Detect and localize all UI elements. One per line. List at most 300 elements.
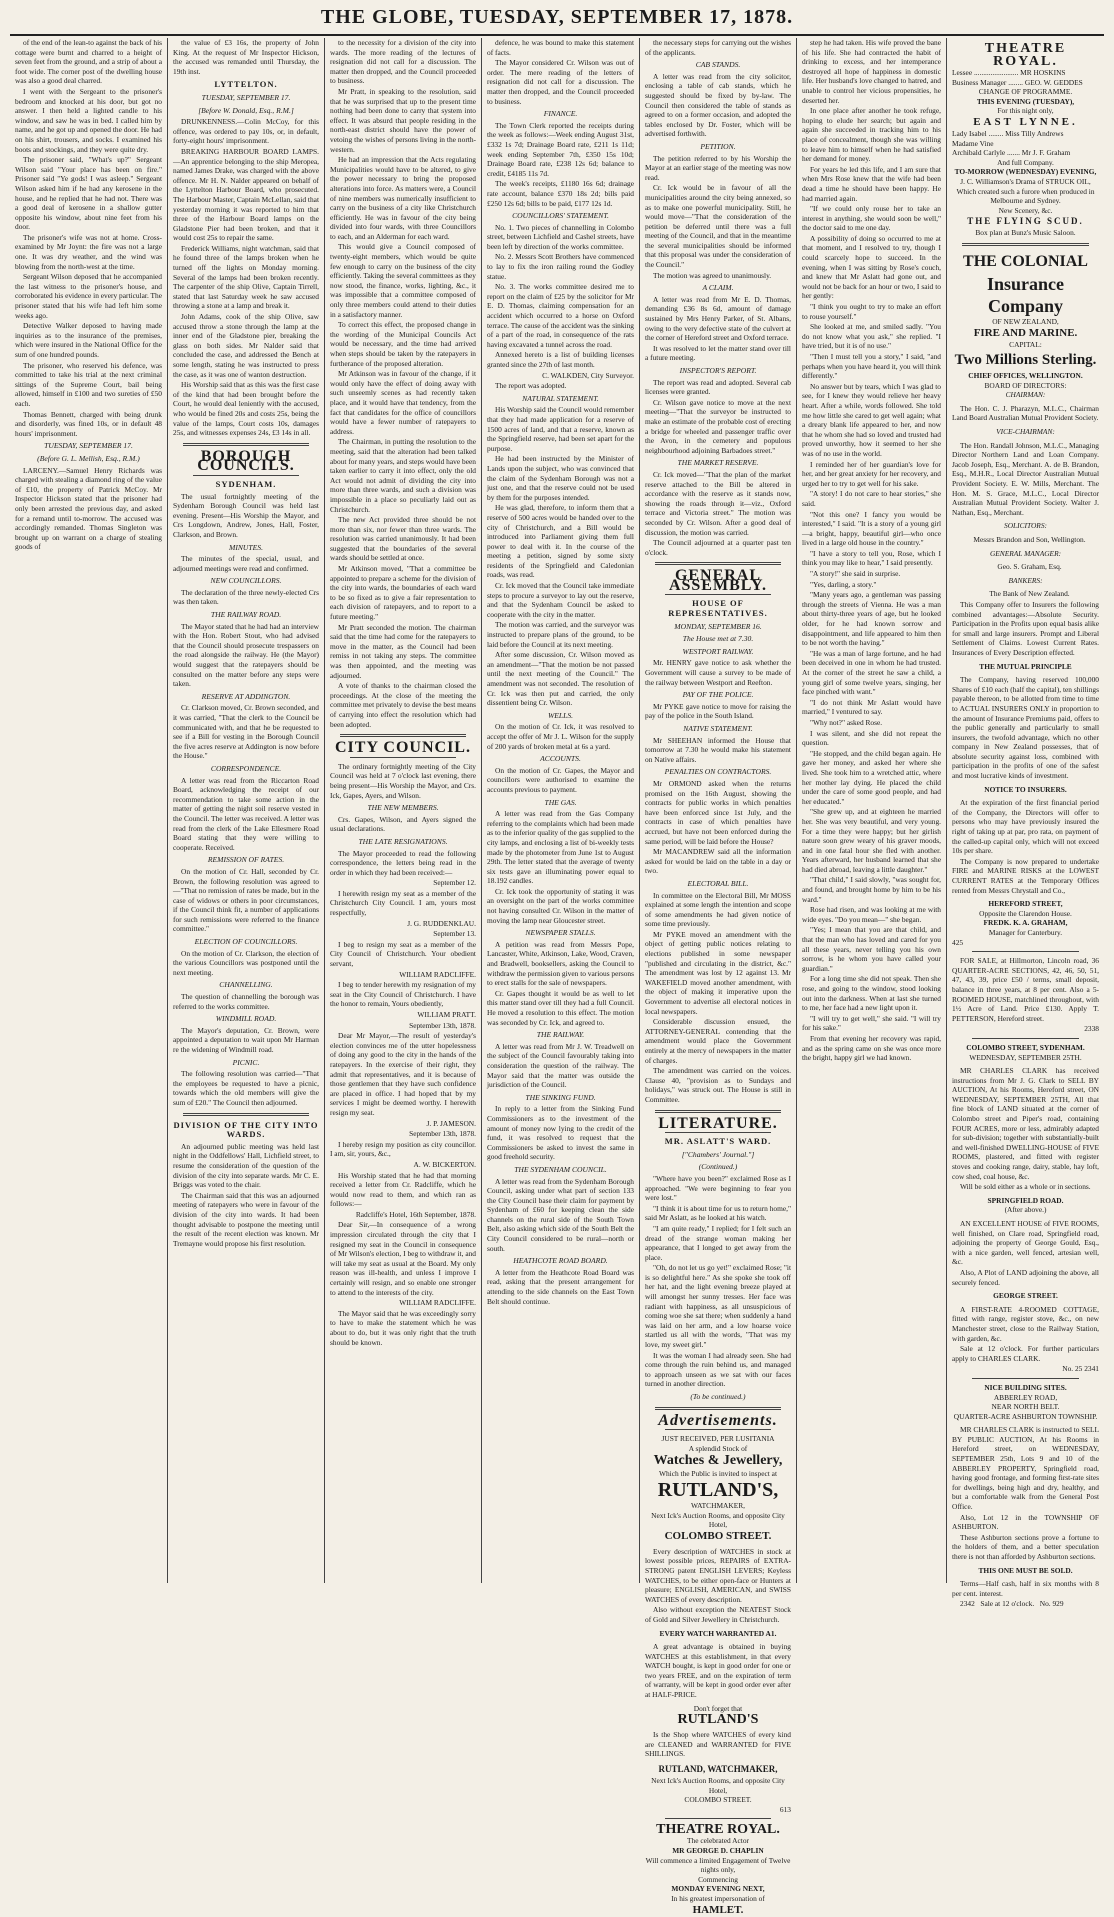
ad-line: SOLICITORS: <box>1004 521 1047 531</box>
ad-line: For this night only, <box>997 106 1054 116</box>
paragraph: Thomas Bennett, charged with being drunk and disorderly, was fined 10s, or in default 48 hours' imprisonment. <box>15 409 162 438</box>
column-4 <box>482 38 640 1583</box>
paragraph: Cr. Clarkson moved, Cr. Brown seconded, and it was carried, "That the clerk to the Council be communicated with, and that he be requested to see if a Bill for vesting in the Borough Council the five acres reserve at Addington is now before the House." <box>173 703 319 761</box>
story-title: MR. ASLATT'S WARD. <box>664 1136 772 1147</box>
ad-line: Madame Vine <box>952 138 994 148</box>
paragraph: The Hon. C. J. Pharazyn, M.L.C., Chairman Land Board Australian Mutual Provident Society. <box>952 403 1099 423</box>
ad-line: Manager for Canterbury. <box>988 927 1063 937</box>
ad-line: CHAIRMAN: <box>1005 390 1046 400</box>
paragraph: "She grew up, and at eighteen he married her. She was very beautiful, and very young. For a time they were happy; but her girlish nature soon grew weary of his graver moods, and in one fatal hour she fled with another. Years afterward, her husband learned that she had died abroad, leaving a little daughter." <box>802 807 941 874</box>
paragraph: Dear Sir,—In consequence of a wrong impression circulated through the city that I resigned my seat in the Council in consequence of Mr Wilson's election, I beg to withdraw it, and will take my seat as usual at the Board. My only reason was ill-health, and unless I improve I certainly will resign, and so enable one stronger to attend to the interests of the city. <box>330 1220 476 1297</box>
ad-line: New Scenery, &c. <box>998 205 1053 215</box>
paragraph: "I will try to get well," she said. "I will try for his sake." <box>802 1013 941 1033</box>
paragraph: "A story!" she said in surprise. <box>810 569 901 579</box>
subheading: CHANNELLING. <box>219 980 273 990</box>
paragraph: The Hon. Randall Johnson, M.L.C., Managing Director Northern Land and Loan Company. Jacob Joseph, Esq., Merchant. A. de B. Brandon, Esq., M.H.R., Local Director Australian Mutual Provident Society. E. W. Mills, Merchant. The Hon. M. S. Grace, M.L.C., Local Director Australian Mutual Provident Society. Walter J. Nathan, Esq., Merchant. <box>952 440 1099 517</box>
paragraph: After some discussion, Cr. Wilson moved as an amendment—"That the motion be not passed until the next meeting of the Council." The amendment was not seconded. The resolution of Cr. Ick was then put and carried, the only dissentient being Cr. Wilson. <box>487 650 634 708</box>
paragraph: The petition referred to by his Worship the Mayor at an earlier stage of the meeting was now read. <box>645 153 791 182</box>
ad-line: NICE BUILDING SITES. <box>984 1382 1067 1392</box>
ad-block <box>645 1704 791 1727</box>
subheading: WESTPORT RAILWAY. <box>682 646 754 656</box>
paragraph: BREAKING HARBOUR BOARD LAMPS.—An apprentice belonging to the ship Meropea, named James Drake, was charged with the above offence. Mr H. N. Nalder appeared on behalf of the Lyttelton Harbour Board, who prosecuted. The Harbour Master, Captain McLellan, said that yesterday morning it was reported to him that three of the Harbour Board lamps on the Gladstone Pier had been broken, and that it would cost 25s to repair the same. <box>173 146 319 243</box>
paragraph: The Bank of New Zealand. <box>989 589 1070 599</box>
subheading: HEATHCOTE ROAD BOARD. <box>513 1256 608 1266</box>
paragraph: FOR SALE, at Hillmorton, Lincoln road, 36 QUARTER-ACRE SECTIONS, 42, 46, 50, 51, 47, 43, 39, price £50 / terms, small deposit, balance in three years, at 8 per cent. Also a 5-ROOMED HOUSE, matchlined throughout, with 1½ Acre of Land. Price £130. Apply T. PETTERSON, Hereford street. <box>952 956 1099 1023</box>
paragraph: A great advantage is obtained in buying WATCHES at this establishment, in that every WATCH bought, is kept in good order for one or two years FREE, and on the expiration of term of warranty, will be kept in good order ever after at HALF-PRICE. <box>645 1642 791 1700</box>
ad-line: Commencing <box>698 1874 738 1884</box>
subheading: THE NEW MEMBERS. <box>367 803 439 813</box>
subheading: WINDMILL ROAD. <box>215 1014 277 1024</box>
ad-line: And full Company. <box>997 157 1054 167</box>
letter-signature: WILLIAM RADCLIFFE. <box>399 969 476 979</box>
story-continued: (Continued.) <box>698 1162 738 1172</box>
paragraph: Sale at 12 o'clock. For further particulars apply to CHARLES CLARK. <box>952 1344 1099 1363</box>
subheading: A CLAIM. <box>702 283 734 293</box>
ad-line: GEORGE STREET. <box>993 1291 1058 1301</box>
ad-line: Business Manager ........ GEO. W. GEDDES <box>952 77 1083 87</box>
paragraph: I herewith resign my seat as a member of the Christchurch City Council. I am, yours most respectfully, <box>330 888 476 918</box>
paragraph: "Not this one? I fancy you would be interested," I said. "It is a story of a young girl—a bright, happy, beautiful girl—who once lived in a large old house in the country." <box>802 509 941 548</box>
paragraph: The Chairman, in putting the resolution to the meeting, said that the alteration had been talked about for many years, and steps would have been taken earlier to carry it into effect, only the old Act would not admit of dividing the city into more than three wards, and such a division was impossible in a place so peculiarly laid out as Christchurch. <box>330 437 476 514</box>
paragraph: The Company is now prepared to undertake FIRE and MARINE RISKS at the LOWEST CURRENT RATES at the Temporary Offices rented from Messrs Chrystall and Co., <box>952 856 1099 895</box>
paragraph: "I think you ought to try to make an effort to rouse yourself." <box>802 302 941 321</box>
paragraph: No answer but by tears, which I was glad to see, for I knew they would relieve her heavy heart. After a while, words followed. She told me how little she cared to get well again; what a dreary blank life appeared to her, and now that he whom she had so loved and trusted had proved unworthy, how it seemed to her she was of no use in the world. <box>802 381 941 458</box>
divider <box>972 1378 1079 1379</box>
subheading: PETITION. <box>700 141 736 151</box>
ad-line: CHIEF OFFICES, WELLINGTON. <box>968 371 1083 381</box>
ad-line: A splendid Stock of <box>688 1443 748 1453</box>
subheading: THE RAILWAY. <box>536 1030 585 1040</box>
ad-line: Archibald Carlyle ....... Mr J. F. Graham <box>952 148 1071 158</box>
subheading: PICNIC. <box>232 1057 260 1067</box>
paragraph: At the expiration of the first financial period of the Company, the Directors will offer to persons who may have previously insured the right of taking up at par, pro rata, on payment of the called-up capital only, which will not exceed 10s per share. <box>952 798 1099 856</box>
paragraph: On the motion of Cr. Clarkson, the election of the various Councillors was postponed until the next meeting. <box>173 948 319 977</box>
paragraph: Mr Pratt seconded the motion. The chairman said that the time had come for the ratepayers to move in the matter, as the Council had been remiss in not taking any steps. The committee was then appointed, and the meeting was adjourned. <box>330 622 476 680</box>
paragraph: "I am quite ready," I replied; for I felt such an dread of the strange woman making her appearance, that I longed to get away from the place. <box>645 1223 791 1262</box>
subheading: CAB STANDS. <box>695 60 741 70</box>
ad-line: EAST LYNNE. <box>973 115 1078 128</box>
divider <box>972 1038 1079 1039</box>
ad-block <box>645 1763 791 1814</box>
divider <box>665 1429 771 1430</box>
section-heading: HOUSE OF REPRESENTATIVES. <box>668 598 768 619</box>
paragraph: Also, A Plot of LAND adjoining the above, all securely fenced. <box>952 1267 1099 1287</box>
paragraph: Sergeant Wilson deposed that he accompanied the last witness to the prisoner's house, and corroborated his evidence in every particular. The prisoner stated that his wife had left him some weeks ago. <box>15 272 162 320</box>
paragraph: Dear Mr Mayor,—The result of yesterday's election convinces me of the utter hopelessness of doing any good to the city in the hands of the ratepayers. In the exercise of their right, they admit that representatives, and it is because of those gentlemen that they have such confidence are placed in office. I had hoped that by my services I might be deemed worthy. I herewith resign my seat. <box>330 1031 476 1117</box>
ad-line: THIS ONE MUST BE SOLD. <box>978 1565 1073 1575</box>
subheading: REMISSION OF RATES. <box>207 855 285 865</box>
ad-block <box>952 662 1099 672</box>
letter-signature: WILLIAM RADCLIFFE. <box>399 1298 476 1308</box>
paragraph: The minutes of the special, usual, and adjourned meetings were read and confirmed. <box>173 554 319 573</box>
section-date: TUESDAY, SEPTEMBER 17. <box>44 441 133 451</box>
paragraph: Mr MACANDREW said all the information asked for would be laid on the table in a day or two. <box>645 847 791 876</box>
paragraph: A letter was read from Mr J. W. Treadwell on the subject of the Council favourably taking into consideration the question of the railway. The Mayor said that the matter was outside the jurisdiction of the Council. <box>487 1041 634 1090</box>
paragraph: The Mayor stated that he had had an interview with the Hon. Robert Stout, who had advised that the Council should prosecute trespassers on the road alongside the railway. He (the Mayor) would suggest that the ratepayers should be consulted on the matter before any steps were taken. <box>173 621 319 689</box>
ad-line: CAPITAL: <box>1009 339 1042 349</box>
article-title: LITERATURE. <box>658 1114 778 1132</box>
paragraph: Cr. Ick would be in favour of all the municipalities around the city being annexed, so as to make one powerful municipality. Still, he would move—"That the consideration of the petition be deferred until there was a full meeting of the Council, and that in the meantime the several municipalities should be informed that this proposal was under the consideration of the Council." <box>645 183 791 270</box>
ad-line: EVERY WATCH WARRANTED A1. <box>659 1628 777 1638</box>
ad-block <box>952 427 1099 437</box>
paragraph: Terms—Half cash, half in six months with 8 per cent. interest. <box>952 1579 1099 1598</box>
paragraph: On the motion of Cr. Ick, it was resolved to accept the offer of Mr J. L. Wilson for the supply of 200 yards of broken metal at 6s a yard. <box>487 722 634 751</box>
masthead-rule <box>10 34 1104 36</box>
paragraph: "Then I must tell you a story," I said, "and perhaps when you have heard it, you will think differently." <box>802 352 941 381</box>
letter-date: September 12. <box>433 878 476 888</box>
ad-line: Opposite the Clarendon House. <box>979 908 1072 918</box>
letter-signature: J. P. JAMESON. <box>426 1118 476 1128</box>
paragraph: Also without exception the NEATEST Stock of Gold and Silver Jewellery in Christchurch. <box>645 1605 791 1624</box>
subheading: INSPECTOR'S REPORT. <box>679 366 757 375</box>
paragraph: DRUNKENNESS.—Colin McCoy, for this offence, was ordered to pay 10s, or, in default, forty-eight hours' imprisonment. <box>173 117 319 146</box>
section-heading: SYDENHAM. <box>215 478 277 489</box>
paragraph: Cr. Ick took the opportunity of stating it was an oversight on the part of the works committee not having consulted Cr. Wilson in the matter of moving the lamp near Gloucester street. <box>487 886 634 925</box>
colonial-insurance-advert <box>952 251 1099 400</box>
paragraph: Cr. Ick moved that the Council take immediate steps to procure a surveyor to lay out the reserve, and that the Sydenham Council be asked to cooperate with the city in the matter. <box>487 581 634 619</box>
ad-line: Lady Isabel ........ Miss Tilly Andrews <box>952 128 1064 138</box>
ad-line: Next Ick's Auction Rooms, and opposite City Hotel, <box>651 1510 785 1530</box>
paragraph: The prisoner, who reserved his defence, was committed to take his trial at the next criminal sittings of the Supreme Court, bail being allowed, himself in £100 and two sureties of £50 each. <box>15 360 162 408</box>
section-date: TUESDAY, SEPTEMBER 17. <box>201 92 291 102</box>
ad-line: WATCHMAKER, <box>691 1500 745 1510</box>
ad-brand: RUTLAND'S, <box>657 1478 779 1501</box>
ad-line: Which created such a furore when produced in Melbourne and Sydney. <box>956 186 1095 206</box>
subheading: COUNCILLORS' STATEMENT. <box>512 211 609 221</box>
paragraph: The prisoner said, "What's up?" Sergeant Wilson said "Your place has been on fire." Prisoner said "Ye gods! I was asleep." Sergeant Wilson asked him if he had any kerosene in the house, and he replied that he had not. There was a good deal of kerosene in a shallow gutter opposite his window, about nine feet from his door. <box>15 155 162 232</box>
paragraph: "Many years ago, a gentleman was passing through the streets of Vienna. He was a man about thirty-three years of age, but he looked older, for he had known sorrow and disappointment, and life appeared to him then to be not worth the having." <box>802 590 941 648</box>
subheading: PENALTIES ON CONTRACTORS. <box>664 767 772 777</box>
paragraph: "If we could only rouse her to take an interest in anything, she would soon be well," the doctor said to me one day. <box>802 204 941 233</box>
ad-block <box>952 549 1099 559</box>
paragraph: of the end of the lean-to against the back of his cottage were burnt and charred to a height of seven feet from the ground, and a strip of about a foot wide. The corner post of the dwelling house was also a good deal charred. <box>15 38 162 86</box>
paragraph: The declaration of the three newly-elected Crs was then taken. <box>173 587 319 607</box>
paragraph: step he had taken. His wife proved the bane of his life. She had contracted the habit of drinking to excess, and her intemperance destroyed all hope of happiness in domestic life. Her husband's love changed to hatred, and unable to control her vicious propensities, he deserted her. <box>802 38 941 105</box>
ad-block <box>952 1383 1099 1421</box>
ad-line: FIRE AND MARINE. <box>973 326 1078 339</box>
paragraph: LARCENY.—Samuel Henry Richards was charged with stealing a diamond ring of the value of £10, the property of Patrick McCoy. Mr Inspector Hickson stated that the prisoner had only been arrested the previous day, and asked for a remand until to-morrow. The accused was accordingly remanded. Thomas Singleton was brought up on warrant on a charge of stealing goods of <box>15 465 162 552</box>
ad-block <box>952 1196 1099 1215</box>
ad-line: Lessee ........................ MR HOSKINS <box>952 68 1066 77</box>
ad-line: VICE-CHAIRMAN: <box>996 427 1055 437</box>
columns <box>10 38 1104 1916</box>
paragraph: I went with the Sergeant to the prisoner's bedroom and knocked at his door, but got no answer. I then held a lighted candle to his window, and saw he was in bed. I called him by name, and he got up and opened the door. He had on his shirt, trousers, and socks. I examined his boots and stockings, and they were quite dry. <box>15 86 162 154</box>
paragraph: In one place after another he took refuge, hoping to elude her search; but again and again she succeeded in tracking him to his place of concealment, though she was willing to leave him to himself when he had satisfied her demand for money. <box>802 106 941 164</box>
paragraph: The amendment was carried on the voices. Clause 40, "provision as to Sundays and holidays," was struck out. The House is still in Committee. <box>645 1066 791 1104</box>
ad-line: THE MUTUAL PRINCIPLE <box>979 661 1072 671</box>
paragraph: "He stopped, and the child began again. He gave her money, and asked her where she lived. She took him to a wretched attic, where her mother lay dying. He placed the child under the care of some good people, and had her educated." <box>802 748 941 806</box>
paragraph: "Oh, do not let us go yet!" exclaimed Rose; "it is so delightful here." As she spoke she took off her hat, and the light evening breeze played at will amongst her sunny tresses. Her face was radiant with happiness, as all unsuspicious of coming woe she sat there; when suddenly a hand was laid on her arm, and a low hoarse voice startled us all with the words, "That was my love, my sweet girl." <box>645 1263 791 1350</box>
paragraph: The Mayor considered Cr. Wilson was out of order. The mere reading of the letters of resignation did not call for a discussion. The matter then dropped, and the Council proceeded to business. <box>487 58 634 106</box>
paragraph: The Council adjourned at a quarter past ten o'clock. <box>645 538 791 557</box>
paragraph: John Adams, cook of the ship Olive, saw accused throw a stone through the lamp at the inner end of the Gladstone pier, breaking the glass on both sides. Mr Nalder said that concluded the case, and addressed the Bench at some length, stating he was instructed to press the case, as it was one of wanton destruction. <box>173 312 319 379</box>
paragraph: On the motion of Cr. Gapes, the Mayor and councillors were authorised to examine the accounts previous to payment. <box>487 765 634 794</box>
paragraph: In reply to a letter from the Sinking Fund Commissioners as to the investment of the amount of money now lying to the credit of the fund, it was resolved to request that the Commissioners be asked to invest the same in good freehold security. <box>487 1104 634 1162</box>
paragraph: "That child," I said slowly, "was sought for, and found, and brought home by him to be his ward." <box>802 875 941 904</box>
divider <box>972 951 1079 952</box>
paragraph: "A story! I do not care to hear stories," she said. <box>802 489 941 508</box>
paragraph: Will be sold either as a whole or in sections. <box>960 1182 1091 1192</box>
ad-number: No. 929 <box>1039 1599 1064 1609</box>
article-title: GENERAL ASSEMBLY. <box>668 567 768 594</box>
paragraph: Frederick Williams, night watchman, said that he found three of the lamps broken when he turned off the lights on Monday morning. Several of the lamps had been broken recently. The carpenter of the ship Olive, Captain Tirrell, stated that last Saturday week he saw accused throwing a stone at a lamp and break it. <box>173 243 319 311</box>
masthead: THE GLOBE, TUESDAY, SEPTEMBER 17, 1878. <box>320 6 794 28</box>
ad-block <box>952 785 1099 795</box>
paragraph: Crs. Gapes, Wilson, and Ayers signed the usual declarations. <box>330 814 476 834</box>
paragraph: The Mayor proceeded to read the following correspondence, the letters being read in the order in which they had been received:— <box>330 848 476 877</box>
paragraph: For years he led this life, and I am sure that when Mrs Rose knew that the wife had been dead a time he should have been happy. He had married again. <box>802 164 941 203</box>
paragraph: Mr PYKE gave notice to move for raising the pay of the police in the South Island. <box>645 701 791 721</box>
paragraph: to the necessity for a division of the city into wards. The more reading of the lectures of resignation did not call for a discussion. The matter then dropped, and the Council proceeded to business. <box>330 38 476 86</box>
story-source: ["Chambers' Journal."] <box>681 1149 755 1159</box>
section-subhead: [Before W. Donald, Esq., R.M.] <box>198 105 294 115</box>
paragraph: Also, Lot 12 in the TOWNSHIP OF ASHBURTON. <box>952 1512 1099 1532</box>
ad-number: 613 <box>779 1804 791 1814</box>
paragraph: The motion was carried, and the surveyor was instructed to prepare plans of the ground, to be laid before the Council at its next meeting. <box>487 620 634 649</box>
subheading: THE SYDENHAM COUNCIL. <box>514 1164 607 1174</box>
subheading: NATIVE STATEMENT. <box>683 724 753 733</box>
divider <box>665 1818 771 1819</box>
ad-line: MONDAY EVENING NEXT, <box>671 1884 765 1894</box>
ad-headline: THEATRE ROYAL. <box>984 41 1067 69</box>
paragraph: His Worship said the Council would remember that they had made application for a reserve of 1500 acres of land, and that a reserve, known as the Springfield reserve, had been set apart for the purpose. <box>487 405 634 453</box>
paragraph: The Company, having reserved 100,000 Shares of £10 each (half the capital), ten shillings payable thereon, to be allotted from time to time to ACTUAL INSURERS ONLY in proportion to the amount of Insurance Premiums paid, offers to the public generally and particularly to small insurers, the twofold advantage, which no other company in New Zealand possesses, that of absolute security against loss, combined with participation in the profits of one of the safest and most lucrative kinds of investment. <box>952 675 1099 781</box>
ad-number: No. 25 2341 <box>1062 1364 1099 1374</box>
ad-block <box>952 899 1099 947</box>
subheading: THE RAILWAY ROAD. <box>210 610 282 620</box>
ad-line: NOTICE TO INSURERS. <box>984 784 1067 794</box>
ad-line: WEDNESDAY, SEPTEMBER 25TH. <box>969 1052 1082 1062</box>
paragraph: The following resolution was carried—"That the employees be requested to have a picnic, towards which the old members will give the sum of £20." The Council then adjourned. <box>173 1069 319 1107</box>
paragraph: These Ashburton sections prove a fortune to the holders of them, and a better speculation there is not than afforded by Ashburton sections. <box>952 1532 1099 1561</box>
paragraph: The Mayor's deputation, Cr. Brown, were appointed a deputation to wait upon Mr Harman re the widening of Windmill road. <box>173 1025 319 1054</box>
paragraph: The new Act provided three should be not more than six, nor fewer than three wards. The resolution was carried unanimously. It had been suggested that the boundaries of the several wards should be settled at once. <box>330 515 476 563</box>
rutland-advert <box>645 1434 791 1543</box>
divider <box>183 1113 309 1116</box>
subheading: CORRESPONDENCE. <box>210 763 282 773</box>
divider <box>665 1132 771 1133</box>
paragraph: A vote of thanks to the chairman closed the proceedings. At the close of the meeting the committee met privately to devise the best means of carrying into effect the resolution which had been adopted. <box>330 681 476 729</box>
section-heading: LYTTELTON. <box>214 79 278 90</box>
article-title: BOROUGH COUNCILS. <box>197 447 295 475</box>
subheading: ACCOUNTS. <box>540 754 581 764</box>
paragraph: Cr. Wilson gave notice to move at the next meeting—"That the surveyor be instructed to make an estimate of the probable cost of erecting a bridge for wheeled and passenger traffic over the Avon, in the cemetery and populous neighbourhood adjoining Barbadoes street." <box>645 397 791 455</box>
section-subhead: The House met at 7.30. <box>682 634 754 644</box>
paragraph: His Worship stated that he had that morning received a letter from Cr. Radcliffe, which he would now read to them, and which ran as follows:— <box>330 1170 476 1209</box>
signature: C. WALKDEN, City Surveyor. <box>542 370 634 380</box>
column-5 <box>640 38 797 1916</box>
paragraph: An adjourned public meeting was held last night in the Oddfellows' Hall, Lichfield street, to resume the consideration of the question of the division of the city into separate wards. Mr C. E. Briggs was voted to the chair. <box>173 1141 319 1190</box>
ad-line: OF NEW ZEALAND, <box>992 316 1059 326</box>
paragraph: The motion was agreed to unanimously. <box>653 270 772 280</box>
subheading: THE MARKET RESERVE. <box>677 458 759 468</box>
paragraph: It was the woman I had already seen. She had come through the ruin behind us, and managed to approach unseen as we sat with our faces turned in another direction. <box>645 1350 791 1389</box>
ad-line: THE FLYING SCUD. <box>967 216 1084 227</box>
paragraph: It was resolved to let the matter stand over till a future meeting. <box>645 343 791 363</box>
ad-line: COLOMBO STREET, SYDENHAM. <box>966 1042 1085 1052</box>
ad-block <box>952 1291 1099 1301</box>
paragraph: He had an impression that the Acts regulating Municipalities would have to be altered, to give the power necessary to bring the proposed alterations into force. As matters were, a Council of nine members was numerically insufficient to carry on the business of a city like Christchurch efficiently. He was in favour of the city being divided into four wards, with three Councillors to each, and an Alderman for each ward. <box>330 155 476 241</box>
ad-line: TO-MORROW (WEDNESDAY) EVENING, <box>954 167 1097 177</box>
ad-number: 2342 <box>960 1599 975 1609</box>
ad-block <box>952 521 1099 531</box>
ad-headline: THEATRE ROYAL. <box>656 1822 780 1838</box>
paragraph: The prisoner's wife was not at home. Cross-examined by Mr Joynt: the fire was not a large one. It was dry weather, and the wind was blowing from the north-west at the time. <box>15 232 162 271</box>
subheading: ELECTORAL BILL. <box>687 878 749 888</box>
subheading: THE SINKING FUND. <box>525 1092 596 1102</box>
paragraph: He was glad, therefore, to inform them that a reserve of 500 acres would be handed over to the city of Christchurch, and a Bill would be introduced into Parliament giving them full power to deal with it. In the course of the meeting a petition, signed by some sixty residents of the Springfield and Caledonian roads, was read. <box>487 503 634 580</box>
ad-line: (After above.) <box>1004 1205 1047 1215</box>
paragraph: "Where have you been?" exclaimed Rose as I approached. "We were beginning to fear you were lost." <box>645 1173 791 1203</box>
paragraph: His Worship said that as this was the first case of the kind that had been brought before the Court, he would deal leniently with the accused, who would be fined 20s and costs 25s, being the value of the lamps, Court costs 10s, damages 25s, and witnesses expenses 24s, £3 14s in all. <box>173 380 319 438</box>
subheading: NATURAL STATEMENT. <box>522 393 599 403</box>
ad-line: J. C. Williamson's Drama of STRUCK OIL, <box>960 176 1091 186</box>
subheading: MINUTES. <box>229 542 263 552</box>
ad-line: Next Ick's Auction Rooms, and opposite City Hotel, <box>651 1776 785 1795</box>
paragraph: The report was adopted. <box>495 381 567 391</box>
paragraph: AN EXCELLENT HOUSE of FIVE ROOMS, well finished, on Clare road, Springfield road, adjoining the property of George Gould, Esq., with a nice garden, well fenced, artesian well, &c. <box>952 1219 1099 1267</box>
paragraph: Mr Atkinson was in favour of the change, if it would only have the effect of doing away with such unseemly scenes as had recently taken place, and it would have that tendency, from the fact that candidates for the office of councillors would have a fewer number of ratepayers to address. <box>330 369 476 436</box>
ad-block <box>645 1629 791 1639</box>
paragraph: The Chairman said that this was an adjourned meeting of ratepayers who were in favour of the division of the city into wards. It had been thought advisable to postpone the meeting until the result of the recent election was known. Mr Tremayne would propose his first resolution. <box>173 1190 319 1248</box>
ad-line: COLOMBO STREET. <box>664 1529 772 1542</box>
letter-date: September 13th, 1878. <box>409 1129 476 1139</box>
paragraph: "I have a story to tell you, Rose, which I think you may like to hear," I said presently. <box>802 548 941 568</box>
paragraph: Mr SHEEHAN informed the House that tomorrow at 7.30 he would make his statement on Native affairs. <box>645 735 791 764</box>
ad-line: JUST RECEIVED, PER LUSITANIA <box>661 1434 775 1444</box>
paragraph: The question of channelling the borough was referred to the works committee. <box>173 992 319 1011</box>
ad-line: In his greatest impersonation of <box>671 1893 765 1903</box>
ad-line: COLOMBO STREET. <box>684 1795 752 1805</box>
paragraph: I beg to tender herewith my resignation of my seat in the City Council of Christchurch. I have the honor to remain, Yours obediently, <box>330 980 476 1009</box>
ad-line: HEREFORD STREET, <box>988 899 1063 909</box>
divider <box>350 757 456 758</box>
ad-line: BOARD OF DIRECTORS: <box>984 380 1067 390</box>
paragraph: A letter was read from the Gas Company referring to the complaints which had been made as to the inferior quality of the gas supplied to the city lamps, and enclosing a list of bi-weekly tests made by the photometer from June 1st to August 29th. The letter stated that the average of twenty six tests gave an illuminating power equal to 18.192 candles. <box>487 809 634 886</box>
article-title: CITY COUNCIL. <box>335 739 471 757</box>
paragraph: Mr. HENRY gave notice to ask whether the Government will cause a survey to be made of the railway between Westport and Reefton. <box>645 658 791 687</box>
ad-line: The celebrated Actor <box>687 1836 749 1846</box>
divider <box>655 1407 781 1410</box>
paragraph: Messrs Brandon and Son, Wellington. <box>973 535 1086 544</box>
paragraph: MR CHARLES CLARK has received instructions from Mr J. G. Clark to SELL BY AUCTION, At his Rooms, Hereford street, ON WEDNESDAY, SEPTEMBER 25TH, All that fine block of LAND situated at the corner of Colombo street and Piper's road, containing FOUR ACRES, more or less, admirably adapted for sub-division; together with substantially-built and well-finished DWELLING-HOUSE of FIVE ROOMS, plastered, and fitted with register stoves and cooking range, dairy, stable, hay loft, cow shed, coal house, &c. <box>952 1066 1099 1181</box>
ad-line: SPRINGFIELD ROAD. <box>987 1195 1064 1205</box>
paragraph: Is the Shop where WATCHES of every kind are CLEANED and WARRANTED for FIVE SHILLINGS. <box>645 1730 791 1759</box>
theatre-royal-advert <box>645 1823 791 1916</box>
paragraph: This Company offer to Insurers the following combined advantages:—Absolute Security. Participation in the Profits upon equal basis alike for small and large insurers. Prompt and Liberal Settlement of Claims. Lowest Current Rates. Insurances of Every Description effected. <box>952 599 1099 657</box>
paragraph: "Yes, darling, a story." <box>810 579 877 589</box>
paragraph: MR CHARLES CLARK is instructed to SELL BY PUBLIC AUCTION, At his Rooms in Hereford street, on WEDNESDAY, SEPTEMBER 25th, Lots 9 and 10 of the ABBERLEY PROPERTY, Springfield road, having good frontage, and forming first-rate sites for dwellings, being high and dry, healthy, and but a comfortable walk from the General Post Office. <box>952 1425 1099 1512</box>
ad-line: GENERAL MANAGER: <box>989 548 1062 558</box>
ad-line: THIS EVENING (TUESDAY), <box>976 96 1075 106</box>
paragraph: On the motion of Cr. Hall, seconded by Cr. Brown, the following resolution was agreed to—"That no remission of rates be made, but in the case of widows or others in poor circumstances, if the Council think fit, a number of applications for such remissions were referred to the finance committee." <box>173 866 319 934</box>
paragraph: "Yes; I mean that you are that child, and that the man who has loved and cared for you all these years, never telling you his own sorrow, is he whom you have called your guardian." <box>802 925 941 973</box>
paragraph: Geo. S. Graham, Esq. <box>997 562 1062 572</box>
paragraph: Rose had risen, and was looking at me with wide eyes. "Do you mean—" she began. <box>802 905 941 924</box>
paragraph: He had been instructed by the Minister of Lands upon the subject, who was convinced that the claim of the Sydenham Borough was not a just one, and that the reserve could not be used by them for the purposes intended. <box>487 454 634 502</box>
ad-line: RUTLAND, WATCHMAKER, <box>658 1764 778 1775</box>
divider <box>183 443 309 446</box>
ad-line: HAMLET. <box>692 1903 744 1916</box>
paragraph: I hereby resign my position as city councillor. I am, sir, yours, &c., <box>330 1139 476 1159</box>
paragraph: Considerable discussion ensued, the ATTORNEY-GENERAL contending that the amendment would place the Government entirely at the mercy of newspapers in the matter of charges. <box>645 1017 791 1065</box>
to-be-continued: (To be continued.) <box>690 1392 746 1401</box>
subheading: FINANCE. <box>543 109 578 119</box>
column-3 <box>325 38 482 1583</box>
paragraph: Every description of WATCHES in stock at lowest possible prices, REPAIRS of EXTRA-STRONG patent ENGLISH LEVERS; Keyless WATCHES, to be either open-face or Hunters at pleasure; ENGLISH, AMERICAN, and SWISS WATCHES of every description. <box>645 1546 791 1604</box>
paragraph: Detective Walker deposed to having made inquiries as to the insurance of the premises, which were insured in the National Office for the sum of one hundred pounds. <box>15 321 162 359</box>
paragraph: Mr PYKE moved an amendment with the object of getting public notices relating to elections published in some newspaper "published and circulating in the district, &c." The amendment was lost by 12 against 13. Mr WAKEFIELD moved another amendment, with the object of making it imperative upon the Government to advertise all electoral notices in local newspapers. <box>645 929 791 1016</box>
ad-block <box>952 1566 1099 1576</box>
ad-line: FREDK. K. A. GRAHAM, <box>983 918 1068 928</box>
column-2 <box>168 38 325 1583</box>
ad-headline: THE COLONIAL <box>963 252 1088 270</box>
column-6 <box>797 38 947 1583</box>
letter-date: September 13. <box>433 929 476 939</box>
ad-headline: Insurance Company <box>986 273 1064 316</box>
paragraph: "I think it is about time for us to return home," said Mr Aslatt, as he looked at his watch. <box>645 1203 791 1223</box>
paragraph: No. 1. Two pieces of channelling in Colombo street, between Lichfield and Cashel streets, have been left by direction of the works committee. <box>487 222 634 251</box>
paragraph: The usual fortnightly meeting of the Sydenham Borough Council was held last evening. Present—His Worship the Mayor, and Crs Longdown, Andrew, Jones, Hall, Foster, Clarkson, and Brown. <box>173 491 319 539</box>
ad-block <box>952 1043 1099 1062</box>
paragraph: No. 3. The works committee desired me to report on the claim of £25 by the solicitor for Mr E. D. Thomas, claiming compensation for an accident which occurred to a horse on Oxford terrace. The cause of the accident was the sinking of a part of the road, in consequence of the rats having excavated a tunnel across the road. <box>487 282 634 349</box>
ad-line: CHANGE OF PROGRAMME. <box>978 87 1073 97</box>
paragraph: A letter from the Heathcote Road Board was read, asking that the present arrangement for attending to the side channels on the East Town Belt should continue. <box>487 1267 634 1306</box>
paragraph: A letter was read from the Sydenham Borough Council, asking under what part of section 133 the City Council base their claim for payment by Sydenham of £60 for keeping clean the side channels on the rural side of the South Town Belt, also asking which side of the South Belt the City Council considered to be rural—north or south. <box>487 1176 634 1253</box>
paragraph: Mr Atkinson moved, "That a committee be appointed to prepare a scheme for the division of the city into wards, the boundaries of each ward to be so fixed as to give a fair representation to each division of ratepayers, and to report to a future meeting." <box>330 564 476 622</box>
section-subhead: (Before G. L. Mellish, Esq., R.M.) <box>37 453 140 463</box>
paragraph: A possibility of doing so occurred to me at that moment, and I resolved to try, though I could scarcely hope to succeed. In the evening, when I was sitting by Rose's couch, and knew that Mr Aslatt had gone out, and would not be back for an hour or two, I said to her gently: <box>802 233 941 301</box>
paragraph: The report was read and adopted. Several cab licenses were granted. <box>645 377 791 397</box>
paragraph: I was silent, and she did not repeat the question. <box>802 728 941 748</box>
paragraph: The ordinary fortnightly meeting of the City Council was held at 7 o'clock last evening, there being present—His Worship the Mayor, and Crs. Ick, Gapes, Ayers, and Wilson. <box>330 761 476 800</box>
paragraph: I reminded her of her guardian's love for her, and her great anxiety for her recovery, and urged her to try to get well for his sake. <box>802 459 941 488</box>
ad-line: Will commence a limited Engagement of Twelve nights only, <box>645 1855 791 1875</box>
subheading: NEWSPAPER STALLS. <box>525 928 596 938</box>
divider <box>340 734 466 737</box>
ad-headline: Two Millions Sterling. <box>954 352 1097 369</box>
ad-line: MR GEORGE D. CHAPLIN <box>672 1846 764 1855</box>
paragraph: Mr Pratt, in speaking to the resolution, said that he was surprised that up to the present time nothing had been done to carry that system into effect. It was absurd that people residing in the north-east district should have the power of vetoing the wishes of persons living in the north-western. <box>330 86 476 154</box>
divider <box>962 243 1089 246</box>
ad-number: 2338 <box>1084 1024 1099 1034</box>
subheading: THE LATE RESIGNATIONS. <box>358 836 448 846</box>
ad-brand: RUTLAND'S <box>677 1712 759 1728</box>
paragraph: Cr. Gapes thought it would be as well to let this matter stand over till they had a full Council. He moved a resolution to this effect. The motion was seconded by Cr. Ick, and agreed to. <box>487 988 634 1027</box>
column-7-adverts <box>947 38 1104 1609</box>
paragraph: The Mayor said that he was exceedingly sorry to have to make the statement which he was about to do, but it was only right that the truth should be known. <box>330 1308 476 1347</box>
paragraph: Mr ORMOND asked when the returns promised on the 16th August, showing the contracts for public works in which penalties have been enforced since 1st July, and the contracts in case of which penalties have accrued, but have not been enforced during the same period, will be laid before the House? <box>645 778 791 846</box>
paragraph: She looked at me, and smiled sadly. "You do not know what you ask," she replied. "I have tried, but it is of no use." <box>802 322 941 351</box>
ad-number: 425 <box>952 937 964 947</box>
paragraph: A letter was read from the city solicitor, enclosing a table of cab stands, which he suggested should be fixed by by-law. The Council then considered the table of stands as agreed to on a former occasion, and adopted the tables enclosed by Dr. Foster, which will be advertised forthwith. <box>645 71 791 139</box>
paragraph: A FIRST-RATE 4-ROOMED COTTAGE, fitted with range, register stove, &c., on new Manchester street, close to the Railway Station, with garden, &c. <box>952 1304 1099 1343</box>
section-date: MONDAY, SEPTEMBER 16. <box>674 621 762 631</box>
paragraph: The week's receipts, £1180 16s 6d; drainage rate account, balance £370 18s 2d; bills paid £250 12s 6d; bills to be paid, £177 12s 1d. <box>487 179 634 208</box>
paragraph: The Town Clerk reported the receipts during the week as follows:—Week ending August 31st, £332 1s 7d; Drainage Board rate, £211 1s 11d; week ending September 7th, £350 15s 10d; Drainage Board rate, £238 12s 6d; balance to credit, £4185 11s 7d. <box>487 120 634 178</box>
divider <box>655 1110 781 1113</box>
ad-line: Don't forget that <box>693 1703 743 1713</box>
ad-headline: Watches & Jewellery, <box>653 1453 783 1469</box>
ad-line: NEAR NORTH BELT. <box>991 1402 1060 1412</box>
paragraph: For a long time she did not speak. Then she rose, and going to the window, stood looking out into the darkness. When at last she turned to me, her face had a new light upon it. <box>802 974 941 1013</box>
letter-signature: J. G. RUDDENKLAU. <box>407 918 476 928</box>
paragraph: A letter was read from the Riccarton Road Board, acknowledging the receipt of our recommendation to take some action in the matter of getting the night soil reserve vested in the Council. The letter was received. A letter was read from the clerk of the Lake Ellesmere Road Board stating that they were willing to cooperate. Received. <box>173 775 319 852</box>
paragraph: Cr. Ick moved—"That the plan of the market reserve attached to the Bill be altered in accordance with the reserve as it stands now, showing the roads through it—viz., Oxford terrace and Victoria street." The motion was seconded by Cr. Wilson. After a good deal of discussion, the motion was carried. <box>645 469 791 537</box>
paragraph: A letter was read from Mr E. D. Thomas, demanding £36 8s 6d, amount of damage sustained by Mrs Henry Parker, of St. Albans, owing to the very defective state of the culvert at the corner of Hereford street and Oxford terrace. <box>645 294 791 343</box>
subheading: THE GAS. <box>544 797 577 807</box>
ad-line: ABBERLEY ROAD, <box>993 1392 1058 1402</box>
